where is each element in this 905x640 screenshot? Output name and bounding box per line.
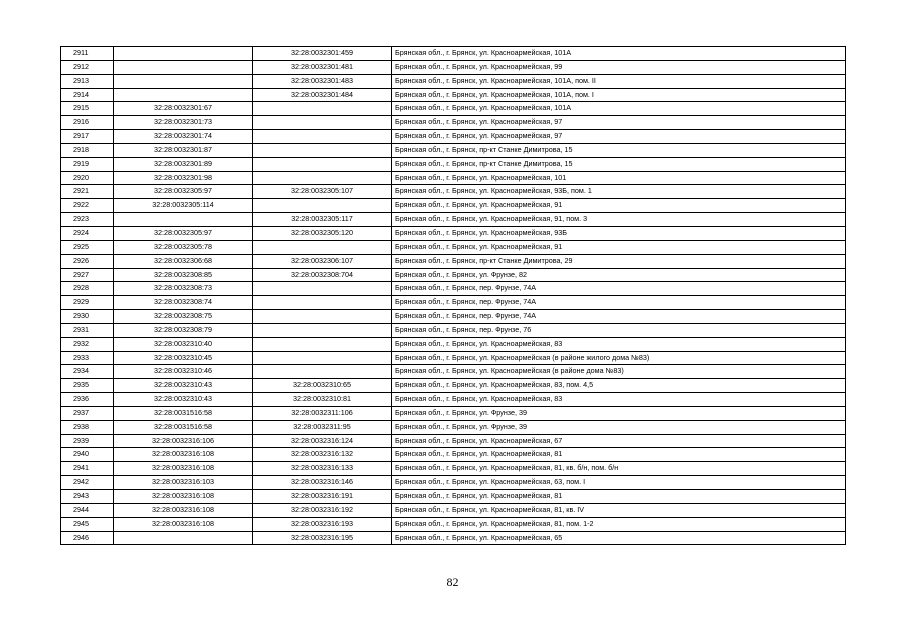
table-row <box>61 74 846 88</box>
table-row <box>61 406 846 420</box>
cadastral-number-a-cell <box>114 88 253 102</box>
row-number-cell: 2919 <box>61 157 114 171</box>
cadastral-number-b-cell: 32:28:0032305:120 <box>253 226 392 240</box>
table-row <box>61 130 846 144</box>
cadastral-number-a-cell: 32:28:0032301:89 <box>114 157 253 171</box>
row-number-cell: 2928 <box>61 282 114 296</box>
cadastral-number-b-cell <box>253 310 392 324</box>
cadastral-number-a-cell: 32:28:0032310:40 <box>114 337 253 351</box>
address-cell: Брянская обл., г. Брянск, ул. Красноармейская, 91, пом. 3 <box>392 213 846 227</box>
cadastral-number-b-cell <box>253 282 392 296</box>
cadastral-number-b-cell: 32:28:0032316:132 <box>253 448 392 462</box>
address-cell: Брянская обл., г. Брянск, пр-кт Станке Димитрова, 15 <box>392 157 846 171</box>
address-cell: Брянская обл., г. Брянск, ул. Красноармейская, 91 <box>392 199 846 213</box>
cadastral-number-b-cell: 32:28:0032305:107 <box>253 185 392 199</box>
table-row <box>61 476 846 490</box>
table-row <box>61 116 846 130</box>
row-number-cell: 2946 <box>61 531 114 545</box>
address-cell: Брянская обл., г. Брянск, ул. Красноармейская, 101А <box>392 102 846 116</box>
cadastral-number-b-cell: 32:28:0032308:704 <box>253 268 392 282</box>
row-number-cell: 2943 <box>61 490 114 504</box>
row-number-cell: 2939 <box>61 434 114 448</box>
row-number-cell: 2931 <box>61 323 114 337</box>
address-cell: Брянская обл., г. Брянск, ул. Фрунзе, 82 <box>392 268 846 282</box>
address-cell: Брянская обл., г. Брянск, ул. Красноармейская, 83 <box>392 393 846 407</box>
cadastral-number-a-cell: 32:28:0032316:108 <box>114 462 253 476</box>
row-number-cell: 2927 <box>61 268 114 282</box>
cadastral-number-a-cell: 32:28:0032301:98 <box>114 171 253 185</box>
table-body <box>61 47 846 545</box>
table-row <box>61 60 846 74</box>
table-row <box>61 199 846 213</box>
cadastral-number-a-cell <box>114 47 253 61</box>
row-number-cell: 2941 <box>61 462 114 476</box>
address-cell: Брянская обл., г. Брянск, ул. Красноармейская, 65 <box>392 531 846 545</box>
address-cell: Брянская обл., г. Брянск, ул. Красноармейская (в районе дома №83) <box>392 365 846 379</box>
address-cell: Брянская обл., г. Брянск, пер. Фрунзе, 74А <box>392 310 846 324</box>
cadastral-number-b-cell <box>253 240 392 254</box>
row-number-cell: 2911 <box>61 47 114 61</box>
row-number-cell: 2913 <box>61 74 114 88</box>
table-row <box>61 517 846 531</box>
address-cell: Брянская обл., г. Брянск, ул. Красноармейская, 83, пом. 4,5 <box>392 379 846 393</box>
cadastral-number-b-cell <box>253 157 392 171</box>
table-row <box>61 213 846 227</box>
table-row <box>61 310 846 324</box>
cadastral-number-a-cell: 32:28:0032310:45 <box>114 351 253 365</box>
table-row <box>61 379 846 393</box>
address-cell: Брянская обл., г. Брянск, пер. Фрунзе, 76 <box>392 323 846 337</box>
table-row <box>61 323 846 337</box>
cadastral-table <box>60 46 846 545</box>
cadastral-number-a-cell: 32:28:0032308:75 <box>114 310 253 324</box>
row-number-cell: 2930 <box>61 310 114 324</box>
cadastral-number-a-cell <box>114 74 253 88</box>
address-cell: Брянская обл., г. Брянск, ул. Фрунзе, 39 <box>392 406 846 420</box>
table-row <box>61 365 846 379</box>
row-number-cell: 2920 <box>61 171 114 185</box>
address-cell: Брянская обл., г. Брянск, ул. Красноармейская, 99 <box>392 60 846 74</box>
cadastral-number-a-cell: 32:28:0032306:68 <box>114 254 253 268</box>
cadastral-number-b-cell: 32:28:0032316:133 <box>253 462 392 476</box>
table-row <box>61 351 846 365</box>
row-number-cell: 2935 <box>61 379 114 393</box>
table-row <box>61 226 846 240</box>
address-cell: Брянская обл., г. Брянск, пр-кт Станке Димитрова, 29 <box>392 254 846 268</box>
cadastral-number-a-cell: 32:28:0032310:46 <box>114 365 253 379</box>
cadastral-number-b-cell: 32:28:0032311:95 <box>253 420 392 434</box>
cadastral-number-a-cell: 32:28:0032316:108 <box>114 448 253 462</box>
cadastral-number-a-cell <box>114 531 253 545</box>
address-cell: Брянская обл., г. Брянск, ул. Красноармейская, 101А, пом. I <box>392 88 846 102</box>
cadastral-number-a-cell: 32:28:0032305:114 <box>114 199 253 213</box>
cadastral-number-b-cell: 32:28:0032301:481 <box>253 60 392 74</box>
cadastral-number-a-cell: 32:28:0032316:106 <box>114 434 253 448</box>
address-cell: Брянская обл., г. Брянск, ул. Красноармейская, 101А, пом. II <box>392 74 846 88</box>
cadastral-number-b-cell: 32:28:0032316:146 <box>253 476 392 490</box>
address-cell: Брянская обл., г. Брянск, пер. Фрунзе, 74А <box>392 282 846 296</box>
address-cell: Брянская обл., г. Брянск, ул. Красноармейская, 93Б <box>392 226 846 240</box>
row-number-cell: 2929 <box>61 296 114 310</box>
address-cell: Брянская обл., г. Брянск, ул. Красноармейская, 93Б, пом. 1 <box>392 185 846 199</box>
cadastral-number-b-cell <box>253 143 392 157</box>
table-row <box>61 393 846 407</box>
table-row <box>61 503 846 517</box>
table-row <box>61 531 846 545</box>
row-number-cell: 2944 <box>61 503 114 517</box>
table-row <box>61 185 846 199</box>
cadastral-number-a-cell: 32:28:0032310:43 <box>114 379 253 393</box>
row-number-cell: 2922 <box>61 199 114 213</box>
cadastral-number-b-cell: 32:28:0032301:483 <box>253 74 392 88</box>
page-number: 82 <box>446 575 459 589</box>
address-cell: Брянская обл., г. Брянск, ул. Красноармейская, 97 <box>392 116 846 130</box>
table-row <box>61 337 846 351</box>
row-number-cell: 2934 <box>61 365 114 379</box>
row-number-cell: 2942 <box>61 476 114 490</box>
address-cell: Брянская обл., г. Брянск, ул. Красноармейская, 81, пом. 1-2 <box>392 517 846 531</box>
cadastral-number-b-cell <box>253 296 392 310</box>
cadastral-number-b-cell <box>253 171 392 185</box>
row-number-cell: 2933 <box>61 351 114 365</box>
table-row <box>61 143 846 157</box>
cadastral-number-b-cell: 32:28:0032305:117 <box>253 213 392 227</box>
cadastral-number-a-cell: 32:28:0031516:58 <box>114 406 253 420</box>
row-number-cell: 2918 <box>61 143 114 157</box>
cadastral-number-b-cell: 32:28:0032316:193 <box>253 517 392 531</box>
table-row <box>61 171 846 185</box>
row-number-cell: 2945 <box>61 517 114 531</box>
cadastral-number-a-cell: 32:28:0032316:103 <box>114 476 253 490</box>
cadastral-number-b-cell <box>253 323 392 337</box>
table-row <box>61 254 846 268</box>
row-number-cell: 2926 <box>61 254 114 268</box>
table-row <box>61 47 846 61</box>
cadastral-number-b-cell: 32:28:0032316:124 <box>253 434 392 448</box>
cadastral-number-a-cell: 32:28:0032301:74 <box>114 130 253 144</box>
address-cell: Брянская обл., г. Брянск, ул. Красноармейская, 83 <box>392 337 846 351</box>
cadastral-number-a-cell: 32:28:0032301:73 <box>114 116 253 130</box>
table-row <box>61 240 846 254</box>
row-number-cell: 2917 <box>61 130 114 144</box>
row-number-cell: 2932 <box>61 337 114 351</box>
table-row <box>61 296 846 310</box>
row-number-cell: 2925 <box>61 240 114 254</box>
table-row <box>61 268 846 282</box>
cadastral-number-b-cell: 32:28:0032316:195 <box>253 531 392 545</box>
row-number-cell: 2912 <box>61 60 114 74</box>
table-row <box>61 462 846 476</box>
cadastral-number-b-cell <box>253 337 392 351</box>
address-cell: Брянская обл., г. Брянск, ул. Красноармейская, 63, пом. I <box>392 476 846 490</box>
cadastral-number-a-cell: 32:28:0032316:108 <box>114 503 253 517</box>
row-number-cell: 2914 <box>61 88 114 102</box>
address-cell: Брянская обл., г. Брянск, пр-кт Станке Димитрова, 15 <box>392 143 846 157</box>
address-cell: Брянская обл., г. Брянск, ул. Красноармейская (в районе жилого дома №83) <box>392 351 846 365</box>
cadastral-number-b-cell: 32:28:0032310:65 <box>253 379 392 393</box>
cadastral-number-a-cell: 32:28:0032305:97 <box>114 226 253 240</box>
cadastral-number-b-cell: 32:28:0032311:106 <box>253 406 392 420</box>
cadastral-number-a-cell: 32:28:0032308:79 <box>114 323 253 337</box>
cadastral-number-a-cell: 32:28:0032305:78 <box>114 240 253 254</box>
cadastral-number-a-cell <box>114 213 253 227</box>
address-cell: Брянская обл., г. Брянск, ул. Красноармейская, 101 <box>392 171 846 185</box>
row-number-cell: 2921 <box>61 185 114 199</box>
address-cell: Брянская обл., г. Брянск, ул. Красноармейская, 67 <box>392 434 846 448</box>
address-cell: Брянская обл., г. Брянск, пер. Фрунзе, 74А <box>392 296 846 310</box>
table-row <box>61 490 846 504</box>
cadastral-number-a-cell: 32:28:0031516:58 <box>114 420 253 434</box>
cadastral-number-b-cell <box>253 116 392 130</box>
table-row <box>61 448 846 462</box>
row-number-cell: 2924 <box>61 226 114 240</box>
cadastral-number-a-cell: 32:28:0032316:108 <box>114 490 253 504</box>
cadastral-number-b-cell: 32:28:0032301:459 <box>253 47 392 61</box>
cadastral-number-b-cell <box>253 199 392 213</box>
row-number-cell: 2936 <box>61 393 114 407</box>
cadastral-number-a-cell: 32:28:0032308:73 <box>114 282 253 296</box>
row-number-cell: 2937 <box>61 406 114 420</box>
cadastral-number-a-cell: 32:28:0032301:67 <box>114 102 253 116</box>
address-cell: Брянская обл., г. Брянск, ул. Фрунзе, 39 <box>392 420 846 434</box>
cadastral-number-b-cell: 32:28:0032310:81 <box>253 393 392 407</box>
table-row <box>61 434 846 448</box>
address-cell: Брянская обл., г. Брянск, ул. Красноармейская, 97 <box>392 130 846 144</box>
cadastral-number-a-cell: 32:28:0032316:108 <box>114 517 253 531</box>
row-number-cell: 2915 <box>61 102 114 116</box>
cadastral-number-a-cell: 32:28:0032305:97 <box>114 185 253 199</box>
row-number-cell: 2916 <box>61 116 114 130</box>
address-cell: Брянская обл., г. Брянск, ул. Красноармейская, 81 <box>392 490 846 504</box>
row-number-cell: 2940 <box>61 448 114 462</box>
address-cell: Брянская обл., г. Брянск, ул. Красноармейская, 81 <box>392 448 846 462</box>
cadastral-number-b-cell: 32:28:0032316:191 <box>253 490 392 504</box>
table-row <box>61 157 846 171</box>
cadastral-number-a-cell <box>114 60 253 74</box>
address-cell: Брянская обл., г. Брянск, ул. Красноармейская, 81, кв. IV <box>392 503 846 517</box>
cadastral-number-a-cell: 32:28:0032301:87 <box>114 143 253 157</box>
cadastral-number-a-cell: 32:28:0032308:85 <box>114 268 253 282</box>
table-row <box>61 88 846 102</box>
row-number-cell: 2923 <box>61 213 114 227</box>
cadastral-number-b-cell: 32:28:0032306:107 <box>253 254 392 268</box>
address-cell: Брянская обл., г. Брянск, ул. Красноармейская, 81, кв. б/н, пом. б/н <box>392 462 846 476</box>
row-number-cell: 2938 <box>61 420 114 434</box>
table-row <box>61 102 846 116</box>
address-cell: Брянская обл., г. Брянск, ул. Красноармейская, 91 <box>392 240 846 254</box>
cadastral-number-a-cell: 32:28:0032310:43 <box>114 393 253 407</box>
cadastral-number-b-cell: 32:28:0032301:484 <box>253 88 392 102</box>
table-row <box>61 282 846 296</box>
cadastral-number-b-cell <box>253 102 392 116</box>
cadastral-number-b-cell <box>253 351 392 365</box>
address-cell: Брянская обл., г. Брянск, ул. Красноармейская, 101А <box>392 47 846 61</box>
cadastral-number-a-cell: 32:28:0032308:74 <box>114 296 253 310</box>
table-row <box>61 420 846 434</box>
cadastral-number-b-cell <box>253 365 392 379</box>
cadastral-number-b-cell: 32:28:0032316:192 <box>253 503 392 517</box>
cadastral-number-b-cell <box>253 130 392 144</box>
